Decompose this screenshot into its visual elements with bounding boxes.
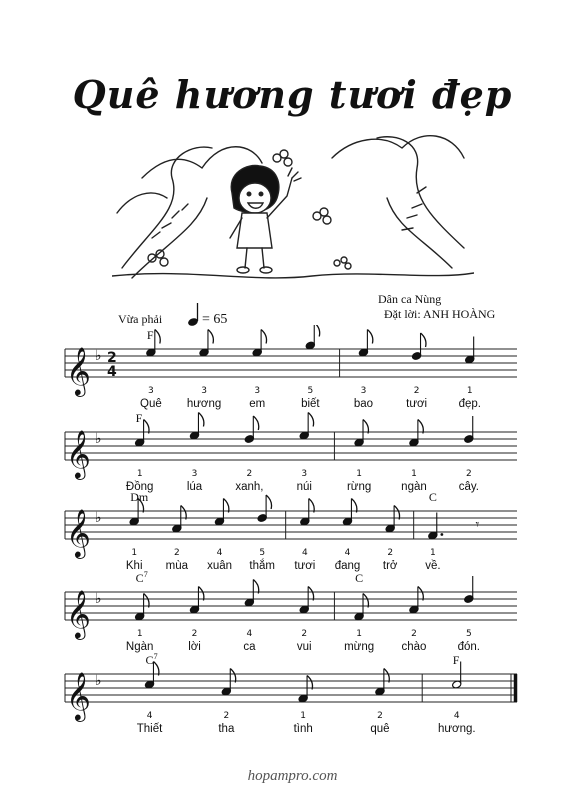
fingering-number: 4: [344, 548, 351, 558]
note-flag: [308, 413, 313, 427]
lyric-syllable: ca: [243, 641, 256, 653]
fingering-number: 4: [216, 548, 223, 558]
note-flag: [230, 669, 235, 683]
fingering-number: 1: [429, 548, 436, 558]
fingering-number: 1: [300, 711, 307, 721]
fingering-number: 3: [201, 386, 207, 396]
fingering-number: 4: [301, 548, 308, 558]
note-flag: [155, 330, 160, 344]
fingering-number: 1: [356, 469, 362, 479]
note-flag: [308, 587, 313, 601]
lyric-syllable: hương: [186, 398, 222, 410]
note-flag: [314, 325, 319, 337]
lyric-syllable: bao: [353, 398, 374, 410]
treble-clef: 𝄞: [66, 346, 91, 395]
fingering-number: 2: [377, 711, 383, 721]
lyric-syllable: cây.: [458, 481, 479, 493]
lyric-syllable: rừng: [346, 481, 372, 493]
time-signature-bottom: 4: [107, 364, 117, 380]
chord-symbol: F: [135, 411, 143, 425]
fingering-number: 2: [411, 629, 417, 639]
lyric-syllable: xuân: [207, 560, 233, 572]
chord-symbol: F: [146, 328, 154, 342]
note-flag: [421, 333, 426, 347]
fingering-number: 1: [136, 629, 143, 639]
key-signature-flat: ♭: [95, 591, 102, 607]
key-signature-flat: ♭: [95, 348, 102, 364]
fingering-number: 1: [131, 548, 138, 558]
fingering-number: 1: [356, 629, 362, 639]
child-in-forest-illustration: [112, 118, 474, 286]
lyric-syllable: xanh,: [235, 481, 264, 493]
chord-symbol: C: [355, 571, 364, 585]
chord-symbol: $C^7$: [135, 570, 148, 585]
note-flag: [384, 669, 389, 683]
lyric-syllable: thắm: [249, 560, 275, 572]
note-flag: [351, 499, 356, 513]
fingering-number: 2: [246, 469, 253, 479]
lyric-syllable: chào: [401, 641, 427, 653]
chord-symbol: F: [452, 653, 460, 667]
lyric-syllable: tha: [218, 723, 235, 735]
lyric-syllable: tươi: [294, 560, 316, 572]
fingering-number: 1: [466, 386, 473, 396]
chord-symbol: $C^7$: [145, 652, 158, 667]
music-staff-5: [55, 650, 525, 740]
note-flag: [363, 594, 368, 608]
lyric-syllable: mùa: [165, 560, 189, 572]
treble-clef: 𝄞: [66, 508, 91, 557]
eighth-rest: 𝄾: [475, 517, 480, 533]
fingering-number: 4: [246, 629, 253, 639]
lyric-syllable: tươi: [406, 398, 428, 410]
music-staff-2: [55, 408, 525, 498]
music-staff-4: [55, 568, 525, 658]
key-signature-flat: ♭: [95, 673, 102, 689]
fingering-number: 2: [387, 548, 394, 558]
lyric-syllable: vui: [296, 641, 312, 653]
fingering-number: 3: [360, 386, 367, 396]
lyric-syllable: đang: [334, 560, 361, 572]
note-flag: [367, 330, 372, 344]
fingering-number: 3: [301, 469, 308, 479]
note-flag: [363, 420, 368, 434]
song-title: Quê hương tươi đẹp: [72, 72, 513, 117]
metronome-mark: [186, 300, 246, 328]
watermark: hopampro.com: [247, 768, 338, 784]
note-flag: [418, 587, 423, 601]
note-flag: [307, 676, 312, 690]
music-staff-1: [55, 325, 525, 415]
time-signature-top: 2: [107, 350, 117, 366]
tempo-bpm: = 65: [202, 312, 228, 327]
lyric-syllable: lời: [188, 641, 201, 653]
fingering-number: 2: [191, 629, 198, 639]
fingering-number: 5: [307, 386, 314, 396]
note-flag: [208, 330, 213, 344]
lyric-syllable: biết: [301, 398, 320, 410]
fingering-number: 3: [191, 469, 198, 479]
fingering-number: 2: [301, 629, 308, 639]
note-flag: [198, 587, 203, 601]
fingering-number: 5: [259, 548, 266, 558]
note-flag: [394, 506, 399, 520]
lyric-syllable: về.: [425, 560, 441, 572]
key-signature-flat: ♭: [95, 431, 102, 447]
note-flag: [144, 594, 149, 608]
note-flag: [144, 420, 149, 434]
lyric-syllable: quê: [370, 723, 390, 735]
note-flag: [418, 420, 423, 434]
chord-superscript: 7: [143, 570, 148, 579]
music-staff-3: [55, 487, 525, 577]
fingering-number: 2: [223, 711, 230, 721]
treble-clef: 𝄞: [66, 429, 91, 478]
fingering-number: 4: [453, 711, 460, 721]
fingering-number: 2: [465, 469, 472, 479]
chord-superscript: 7: [153, 652, 158, 661]
note-flag: [181, 506, 186, 520]
chord-symbol: C: [428, 490, 437, 504]
fingering-number: 1: [136, 469, 143, 479]
fingering-number: 3: [148, 386, 154, 396]
lyric-syllable: đón.: [457, 641, 481, 653]
lyric-syllable: Quê: [140, 398, 162, 410]
lyric-syllable: Khi: [125, 560, 143, 572]
lyric-syllable: ngàn: [401, 481, 427, 493]
lyric-syllable: đẹp.: [458, 398, 481, 410]
note-flag: [198, 413, 203, 427]
note-flag: [309, 499, 314, 513]
lyric-syllable: tình: [293, 723, 313, 735]
dot: [440, 533, 443, 536]
fingering-number: 2: [413, 386, 420, 396]
lyric-syllable: Thiết: [136, 723, 163, 735]
lyricist-credit: Đặt lời: ANH HOÀNG: [384, 307, 496, 321]
treble-clef: 𝄞: [66, 671, 91, 720]
lyric-syllable: trở: [382, 560, 398, 572]
note-flag: [153, 662, 158, 676]
lyric-syllable: hương.: [437, 723, 476, 735]
lyric-syllable: Đồng: [125, 481, 154, 493]
note-flag: [266, 495, 271, 509]
fingering-number: 1: [411, 469, 417, 479]
fingering-number: 5: [465, 629, 472, 639]
composer-credit: Dân ca Nùng: [378, 292, 442, 306]
fingering-number: 4: [146, 711, 153, 721]
chord-symbol: Dm: [130, 490, 149, 504]
lyric-syllable: Ngàn: [125, 641, 154, 653]
lyric-syllable: núi: [296, 481, 312, 493]
note-flag: [223, 499, 228, 513]
lyric-syllable: mừng: [344, 641, 375, 653]
lyric-syllable: em: [249, 398, 266, 410]
key-signature-flat: ♭: [95, 510, 102, 526]
note-flag: [261, 330, 266, 344]
fingering-number: 2: [173, 548, 180, 558]
note-flag: [253, 416, 258, 430]
lyric-syllable: lúa: [186, 481, 203, 493]
fingering-number: 3: [254, 386, 261, 396]
note-flag: [253, 580, 258, 594]
treble-clef: 𝄞: [66, 589, 91, 638]
tempo-marking: Vừa phải: [118, 312, 163, 326]
